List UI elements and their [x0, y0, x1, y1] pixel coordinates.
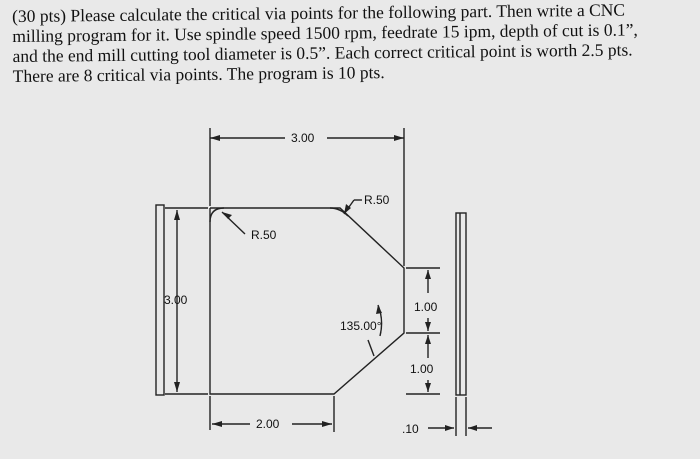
dim-top-width: 3.00: [291, 131, 315, 145]
part-outline: [210, 208, 404, 394]
dim-top-left-radius: R.50: [251, 228, 277, 242]
side-view-right: [456, 213, 466, 395]
side-view-left: [156, 205, 164, 395]
problem-line-1: (30 pts) Please calculate the critical via points for the following part. Then write a CNC: [12, 0, 626, 26]
dim-angle: 135.00°: [340, 319, 382, 333]
dim-top-right-radius: R.50: [364, 193, 390, 207]
problem-line-2: milling program for it. Use spindle speed 1500 rpm, feedrate 15 ipm, depth of cut is 0.1”,: [12, 19, 638, 46]
dim-bottom-width: 2.00: [256, 417, 280, 431]
dim-thickness: .10: [402, 422, 419, 436]
problem-line-3: and the end mill cutting tool diameter is 0.5”. Each correct critical point is worth 2.5 pts.: [12, 39, 633, 66]
dim-right-lower: 1.00: [410, 362, 434, 376]
dim-right-upper: 1.00: [414, 300, 438, 314]
problem-line-4: There are 8 critical via points. The program is 10 pts.: [12, 62, 385, 86]
fillet-top-left: [210, 208, 224, 222]
dim-height: 3.00: [164, 293, 188, 307]
